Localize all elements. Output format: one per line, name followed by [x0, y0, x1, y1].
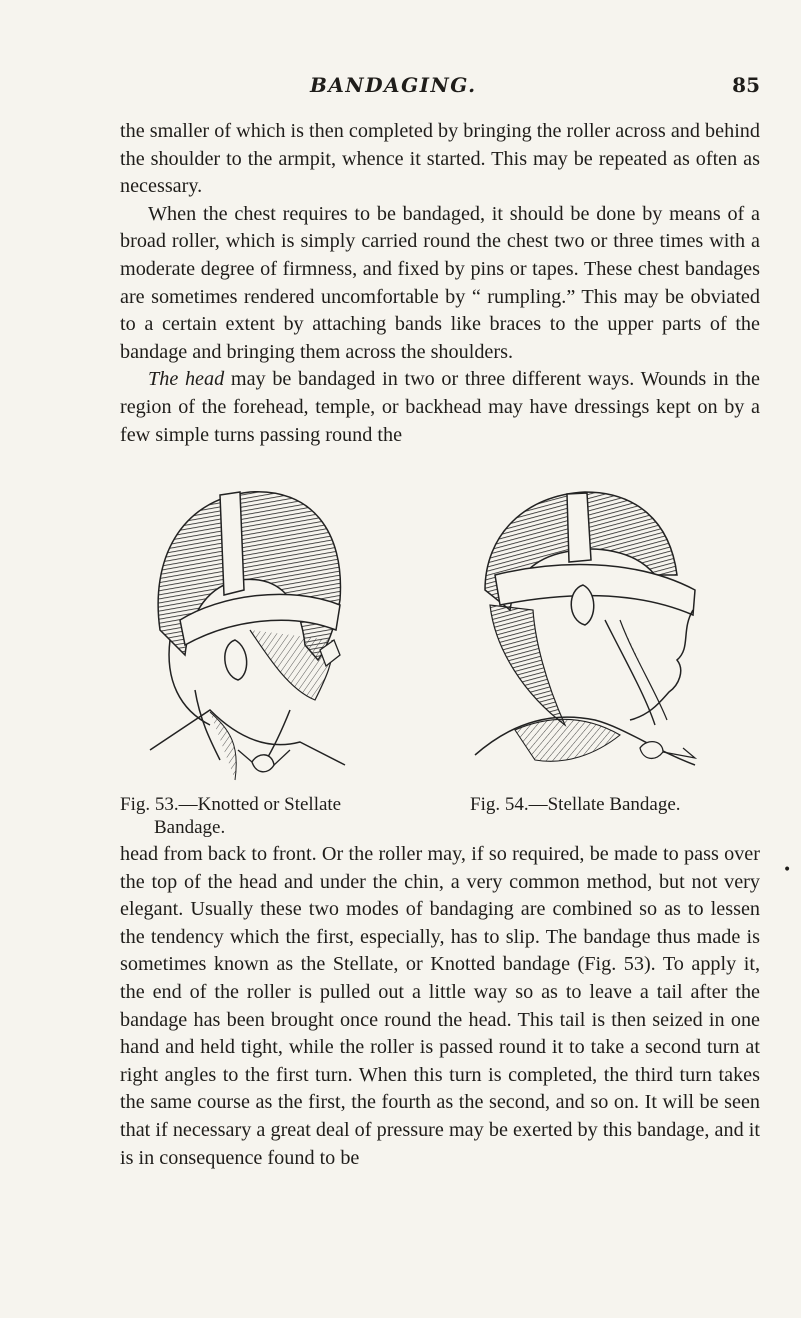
body-text-bottom — [120, 841, 760, 1172]
page-number: 85 — [732, 73, 760, 97]
figure-54-illustration — [455, 480, 720, 790]
body-text-top — [120, 118, 760, 449]
paragraph-chest: When the chest requires to be bandaged, it should be done by means of a broad roller, which is simply carried round the chest two or three times with a moderate degree of firmness, and fixed by pins or tapes. These chest bandages are sometimes rendered uncomfortable by “ rumpling.” This may be obviated to a certain extent by attaching bands like braces to the upper parts of the bandage and bringing them across the shoulders. — [120, 202, 760, 363]
paragraph-stellate: head from back to front. Or the roller may, if so required, be made to pass over the top of the head and under the chin, a very common method, but not very elegant. Usually these two modes of bandaging are combined so as to lessen the tendency which the first, especially, has to slip. The bandage thus made is sometimes known as the Stellate, or Knotted bandage (Fig. 53). To apply it, the end of the roller is pulled out a little way so as to leave a tail after the bandage has been brought once round the head. This tail is then seized in one hand and held tight, while the roller is passed round it to take a second turn at right angles to the first turn. When this turn is completed, the third turn takes the same course as the first, the fourth as the second, and so on. It will be seen that if necessary a great deal of pressure may be exerted by this bandage, and it is in consequence found to be — [120, 843, 760, 1169]
knotted-bandage-head-drawing — [140, 480, 380, 790]
figure-53-caption-line2: Bandage. — [154, 817, 226, 838]
paragraph-head — [120, 366, 760, 449]
stellate-bandage-head-drawing — [455, 480, 720, 790]
paragraph-head-text: may be bandaged in two or three different ways. Wounds in the region of the forehead, temple, or backhead may have dressings kept on by a few simple turns passing round the — [120, 368, 760, 446]
italic-lead: The head — [148, 368, 225, 391]
figure-53-illustration — [140, 480, 380, 790]
margin-mark: • — [783, 862, 792, 878]
paragraph-shoulder: the smaller of which is then completed by bringing the roller across and behind the shoulder to the armpit, whence it started. This may be repeated as often as necessary. — [120, 120, 760, 198]
figure-53-caption — [120, 793, 380, 839]
running-title: BANDAGING. — [310, 73, 477, 97]
figure-53-caption-line1: Fig. 53.—Knotted or Stellate — [120, 794, 342, 815]
running-head — [120, 73, 760, 103]
figure-54-caption: Fig. 54.—Stellate Bandage. — [470, 794, 681, 815]
